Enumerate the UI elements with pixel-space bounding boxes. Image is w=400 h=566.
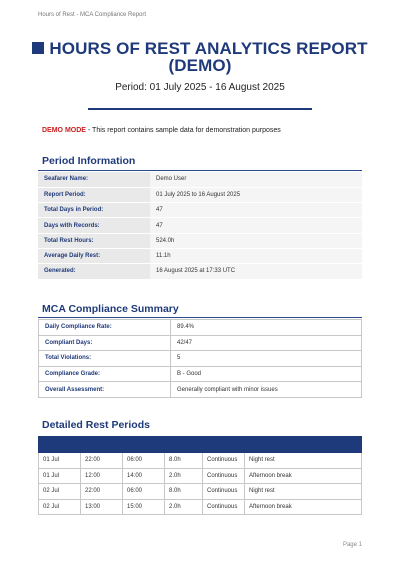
table-row	[38, 218, 362, 233]
info-value: 16 August 2025 at 17:33 UTC	[150, 264, 362, 279]
period-information-heading: Period Information	[42, 155, 136, 167]
table-row	[38, 187, 362, 202]
type-cell: Continuous	[203, 453, 245, 469]
mca-value: 89.4%	[171, 320, 362, 336]
type-cell: Continuous	[203, 484, 245, 500]
mca-summary-heading: MCA Compliance Summary	[42, 303, 179, 315]
table-row	[39, 453, 362, 469]
table-row	[39, 335, 362, 351]
mca-label: Compliance Grade:	[39, 366, 171, 382]
info-value: 47	[150, 218, 362, 233]
detailed-rest-periods-heading: Detailed Rest Periods	[42, 419, 150, 431]
table-row	[38, 172, 362, 187]
info-label: Average Daily Rest:	[38, 248, 150, 263]
end-cell: 06:00	[123, 453, 165, 469]
mca-value: 42/47	[171, 335, 362, 351]
table-row	[38, 264, 362, 279]
mca-label: Daily Compliance Rate:	[39, 320, 171, 336]
info-label: Total Rest Hours:	[38, 233, 150, 248]
column-header	[81, 437, 123, 453]
page-number: Page 1	[342, 542, 362, 548]
mca-value: Generally compliant with minor issues	[171, 382, 362, 398]
report-title	[0, 40, 400, 74]
date-cell: 01 Jul	[39, 453, 81, 469]
mca-value: 5	[171, 351, 362, 367]
end-cell: 06:00	[123, 484, 165, 500]
mca-label: Overall Assessment:	[39, 382, 171, 398]
info-value: 524.0h	[150, 233, 362, 248]
end-cell: 15:00	[123, 499, 165, 515]
table-row	[39, 499, 362, 515]
mca-summary-divider	[38, 317, 362, 318]
table-header-row	[39, 437, 362, 453]
start-cell: 22:00	[81, 453, 123, 469]
notes-cell: Afternoon break	[245, 468, 362, 484]
demo-notice	[42, 127, 281, 134]
end-cell: 14:00	[123, 468, 165, 484]
mca-value: B - Good	[171, 366, 362, 382]
report-title-block	[0, 40, 400, 93]
running-header: Hours of Rest - MCA Compliance Report	[38, 12, 147, 18]
mca-label: Total Violations:	[39, 351, 171, 367]
demo-mode-label: DEMO MODE	[42, 127, 86, 134]
date-cell: 01 Jul	[39, 468, 81, 484]
info-label: Seafarer Name:	[38, 172, 150, 187]
start-cell: 22:00	[81, 484, 123, 500]
table-row	[39, 366, 362, 382]
title-divider	[88, 108, 312, 110]
square-bullet-icon	[32, 42, 44, 54]
start-cell: 12:00	[81, 468, 123, 484]
info-label: Generated:	[38, 264, 150, 279]
period-information-table	[38, 172, 362, 280]
info-value: 11.1h	[150, 248, 362, 263]
info-label: Days with Records:	[38, 218, 150, 233]
info-value: 47	[150, 203, 362, 218]
table-row	[38, 248, 362, 263]
column-header	[165, 437, 203, 453]
duration-cell: 8.0h	[165, 453, 203, 469]
info-label: Report Period:	[38, 187, 150, 202]
demo-notice-text: - This report contains sample data for demonstration purposes	[85, 127, 281, 134]
start-cell: 13:00	[81, 499, 123, 515]
detailed-rest-periods-table	[38, 436, 362, 515]
table-row	[39, 351, 362, 367]
report-title-text: HOURS OF REST ANALYTICS REPORT (DEMO)	[49, 39, 368, 75]
report-period: Period: 01 July 2025 - 16 August 2025	[115, 82, 285, 93]
column-header	[123, 437, 165, 453]
duration-cell: 8.0h	[165, 484, 203, 500]
info-value: Demo User	[150, 172, 362, 187]
table-row	[38, 203, 362, 218]
notes-cell: Night rest	[245, 453, 362, 469]
table-row	[39, 382, 362, 398]
mca-label: Compliant Days:	[39, 335, 171, 351]
type-cell: Continuous	[203, 499, 245, 515]
date-cell: 02 Jul	[39, 499, 81, 515]
column-header	[245, 437, 362, 453]
table-row	[38, 233, 362, 248]
info-value: 01 July 2025 to 16 August 2025	[150, 187, 362, 202]
column-header	[39, 437, 81, 453]
mca-summary-table	[38, 319, 362, 398]
date-cell: 02 Jul	[39, 484, 81, 500]
table-row	[39, 320, 362, 336]
type-cell: Continuous	[203, 468, 245, 484]
table-row	[39, 468, 362, 484]
duration-cell: 2.0h	[165, 499, 203, 515]
column-header	[203, 437, 245, 453]
period-information-divider	[38, 170, 362, 171]
notes-cell: Night rest	[245, 484, 362, 500]
table-row	[39, 484, 362, 500]
info-label: Total Days in Period:	[38, 203, 150, 218]
notes-cell: Afternoon break	[245, 499, 362, 515]
duration-cell: 2.0h	[165, 468, 203, 484]
